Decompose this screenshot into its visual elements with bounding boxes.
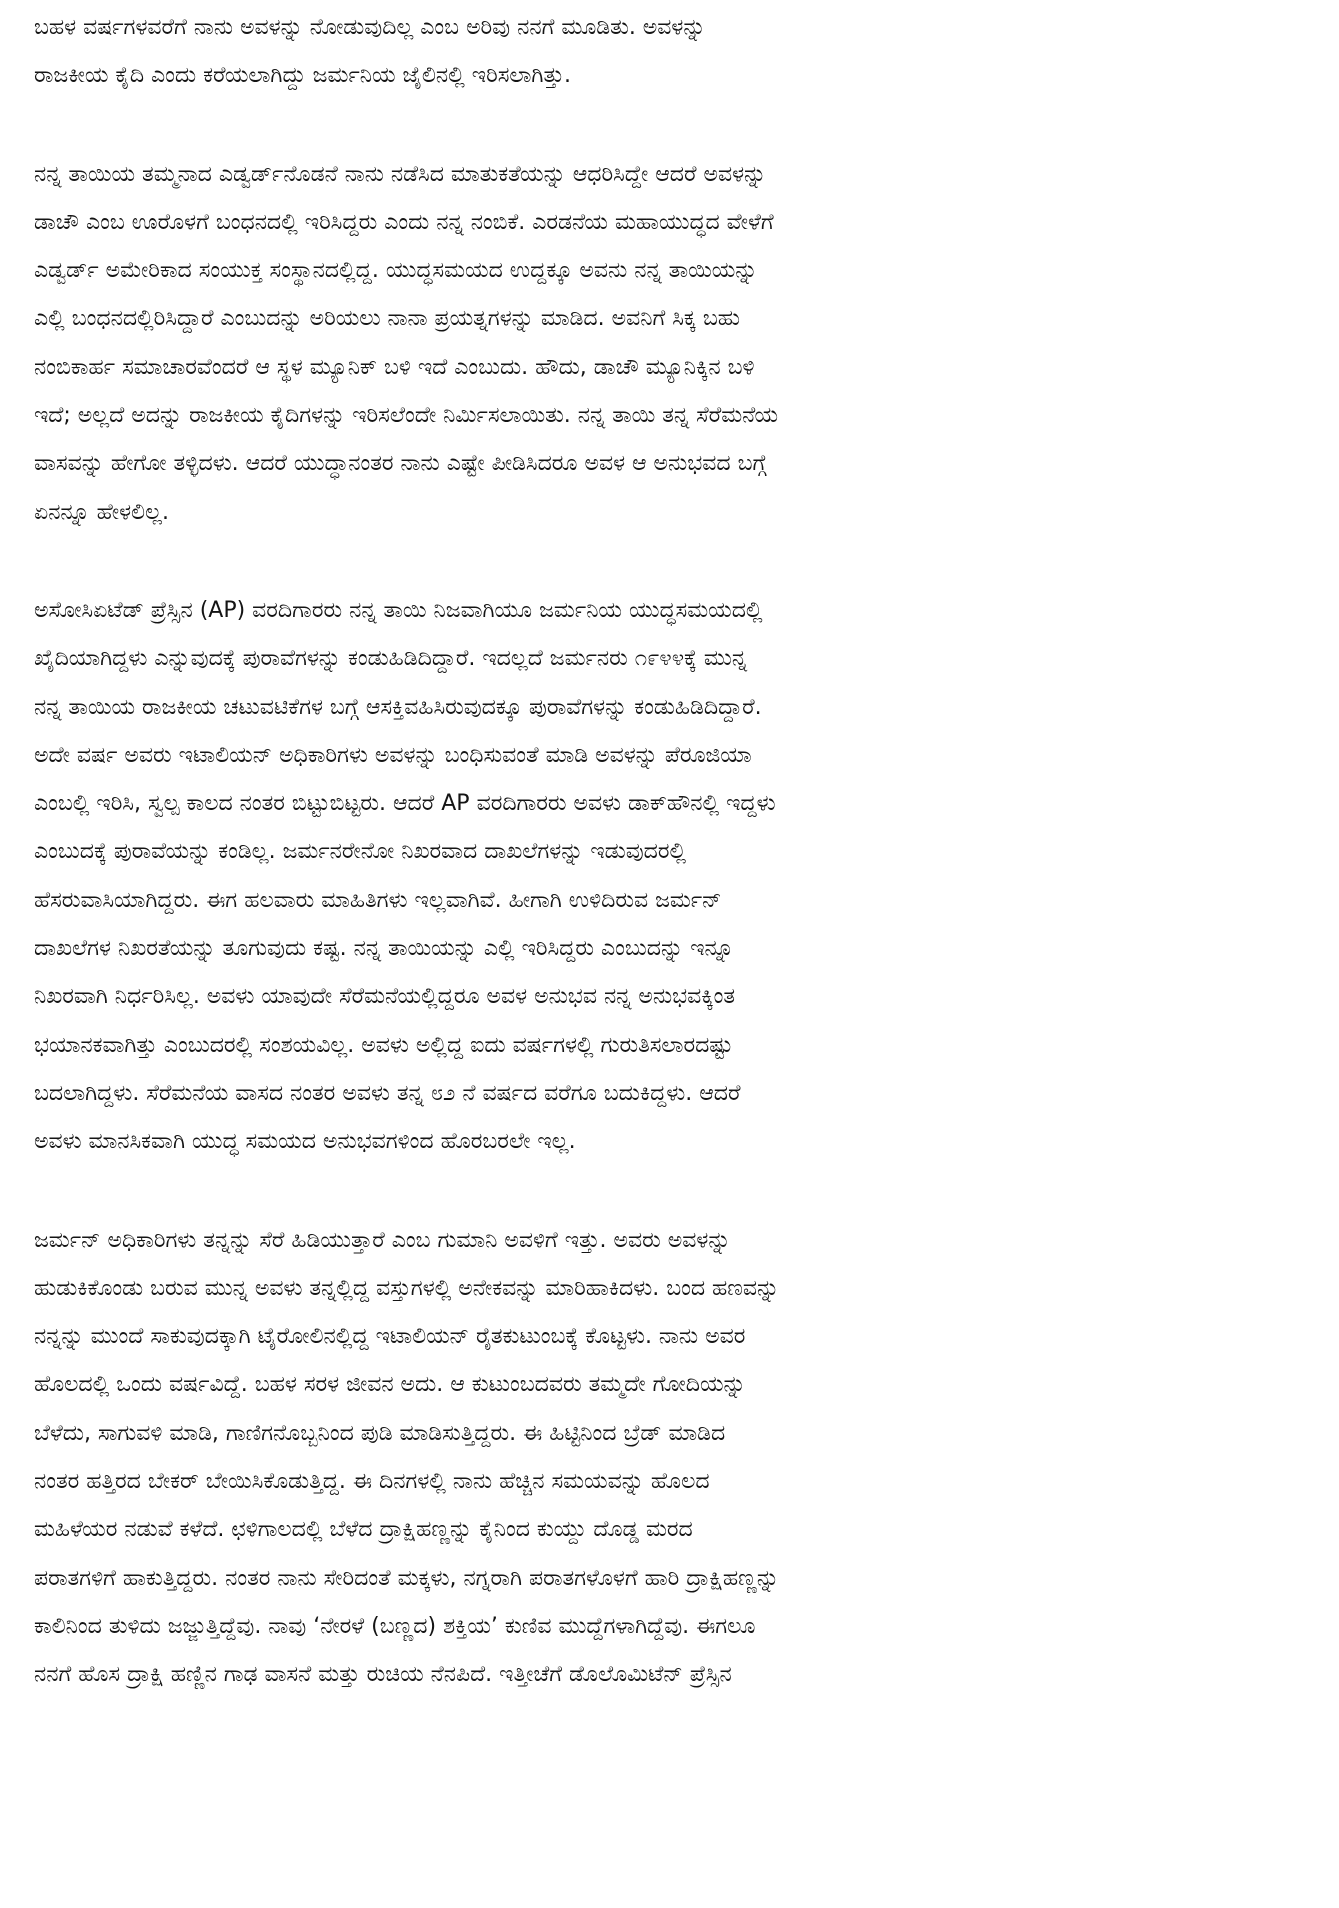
text-line: ಏನನ್ನೂ ಹೇಳಲಿಲ್ಲ. [34,499,169,525]
text-line: ಖೈದಿಯಾಗಿದ್ದಳು ಎನ್ನುವುದಕ್ಕೆ ಪುರಾವೆಗಳನ್ನು ಕಂಡುಹಿಡಿದಿದ್ದಾರೆ. ಇದಲ್ಲದೆ ಜರ್ಮನರು ೧೯೪೪ಕ್ಕೆ ಮುನ್ನ [34,646,748,672]
text-line: ಬೆಳೆದು, ಸಾಗುವಳಿ ಮಾಡಿ, ಗಾಣಿಗನೊಬ್ಬನಿಂದ ಪುಡಿ ಮಾಡಿಸುತ್ತಿದ್ದರು. ಈ ಹಿಟ್ಟಿನಿಂದ ಬ್ರೆಡ್ ಮಾಡಿದ [34,1420,726,1446]
text-line: ವಾಸವನ್ನು ಹೇಗೋ ತಳ್ಳಿದಳು. ಆದರೆ ಯುದ್ಧಾನಂತರ ನಾನು ಎಷ್ಟೇ ಪೀಡಿಸಿದರೂ ಅವಳ ಆ ಅನುಭವದ ಬಗ್ಗೆ [34,451,767,477]
text-line: ರಾಜಕೀಯ ಕೈದಿ ಎಂದು ಕರೆಯಲಾಗಿದ್ದು ಜರ್ಮನಿಯ ಜೈಲಿನಲ್ಲಿ ಇರಿಸಲಾಗಿತ್ತು. [34,63,571,89]
text-line: ಎಡ್ವರ್ಡ್ ಅಮೇರಿಕಾದ ಸಂಯುಕ್ತ ಸಂಸ್ಥಾನದಲ್ಲಿದ್ದ. ಯುದ್ಧಸಮಯದ ಉದ್ದಕ್ಕೂ ಅವನು ನನ್ನ ತಾಯಿಯನ್ನು [34,258,758,284]
text-line: ಅದೇ ವರ್ಷ ಅವರು ಇಟಾಲಿಯನ್ ಅಧಿಕಾರಿಗಳು ಅವಳನ್ನು ಬಂಧಿಸುವಂತೆ ಮಾಡಿ ಅವಳನ್ನು ಪೆರೂಜಿಯಾ [34,742,752,768]
text-line: ಹೊಲದಲ್ಲಿ ಒಂದು ವರ್ಷವಿದ್ದೆ. ಬಹಳ ಸರಳ ಜೀವನ ಅದು. ಆ ಕುಟುಂಬದವರು ತಮ್ಮದೇ ಗೋದಿಯನ್ನು [34,1372,746,1398]
text-line: ಭಯಾನಕವಾಗಿತ್ತು ಎಂಬುದರಲ್ಲಿ ಸಂಶಯವಿಲ್ಲ. ಅವಳು ಅಲ್ಲಿದ್ದ ಐದು ವರ್ಷಗಳಲ್ಲಿ ಗುರುತಿಸಲಾರದಷ್ಟು [34,1032,733,1058]
text-line: ನನ್ನ ತಾಯಿಯ ತಮ್ಮನಾದ ಎಡ್ವರ್ಡ್‌ನೊಡನೆ ನಾನು ನಡೆಸಿದ ಮಾತುಕತೆಯನ್ನು ಆಧರಿಸಿದ್ದೇ ಆದರೆ ಅವಳನ್ನು [34,161,767,187]
paragraph-4 [34,1217,1299,1700]
text-line: ಅವಳು ಮಾನಸಿಕವಾಗಿ ಯುದ್ಧ ಸಮಯದ ಅನುಭವಗಳಿಂದ ಹೊರಬರಲೇ ಇಲ್ಲ. [34,1129,576,1155]
text-line: ನನ್ನ ತಾಯಿಯ ರಾಜಕೀಯ ಚಟುವಟಿಕೆಗಳ ಬಗ್ಗೆ ಆಸಕ್ತಿವಹಿಸಿರುವುದಕ್ಕೂ ಪುರಾವೆಗಳನ್ನು ಕಂಡುಹಿಡಿದಿದ್ದಾರೆ. [34,694,762,720]
text-line: ಅಸೋಸಿಏಟೆಡ್ ಪ್ರೆಸ್ಸಿನ (AP) ವರದಿಗಾರರು ನನ್ನ ತಾಯಿ ನಿಜವಾಗಿಯೂ ಜರ್ಮನಿಯ ಯುದ್ಧಸಮಯದಲ್ಲಿ [34,597,763,623]
text-line: ಕಾಲಿನಿಂದ ತುಳಿದು ಜಜ್ಜುತ್ತಿದ್ದೆವು. ನಾವು ‘ನೇರಳೆ (ಬಣ್ಣದ) ಶಕ್ತಿಯ’ ಕುಣಿವ ಮುದ್ದೆಗಳಾಗಿದ್ದೆವು. ಈಗಲೂ [34,1613,756,1639]
text-line: ಹುಡುಕಿಕೊಂಡು ಬರುವ ಮುನ್ನ ಅವಳು ತನ್ನಲ್ಲಿದ್ದ ವಸ್ತುಗಳಲ್ಲಿ ಅನೇಕವನ್ನು ಮಾರಿಹಾಕಿದಳು. ಬಂದ ಹಣವನ್ನು [34,1275,780,1301]
text-line: ಬಹಳ ವರ್ಷಗಳವರೆಗೆ ನಾನು ಅವಳನ್ನು ನೋಡುವುದಿಲ್ಲ ಎಂಬ ಅರಿವು ನನಗೆ ಮೂಡಿತು. ಅವಳನ್ನು [34,15,706,40]
text-line: ಎಂಬುದಕ್ಕೆ ಪುರಾವೆಯನ್ನು ಕಂಡಿಲ್ಲ. ಜರ್ಮನರೇನೋ ನಿಖರವಾದ ದಾಖಲೆಗಳನ್ನು ಇಡುವುದರಲ್ಲಿ [34,839,687,865]
paragraph-gap [34,537,1299,587]
text-line: ದಾಖಲೆಗಳ ನಿಖರತೆಯನ್ನು ತೂಗುವುದು ಕಷ್ಟ. ನನ್ನ ತಾಯಿಯನ್ನು ಎಲ್ಲಿ ಇರಿಸಿದ್ದರು ಎಂಬುದನ್ನು ಇನ್ನೂ [34,936,734,962]
paragraph-3 [34,587,1299,1167]
text-line: ಇದೆ; ಅಲ್ಲದೆ ಅದನ್ನು ರಾಜಕೀಯ ಕೈದಿಗಳನ್ನು ಇರಿಸಲೆಂದೇ ನಿರ್ಮಿಸಲಾಯಿತು. ನನ್ನ ತಾಯಿ ತನ್ನ ಸೆರೆಮನೆಯ [34,403,779,429]
paragraph-gap [34,101,1299,151]
paragraph-2 [34,151,1299,537]
text-line: ನಂಬಿಕಾರ್ಹ ಸಮಾಚಾರವೆಂದರೆ ಆ ಸ್ಥಳ ಮ್ಯೂನಿಕ್ ಬಳಿ ಇದೆ ಎಂಬುದು. ಹೌದು, ಡಾಚೌ ಮ್ಯೂನಿಕ್ಕಿನ ಬಳಿ [34,354,755,380]
text-line: ಹೆಸರುವಾಸಿಯಾಗಿದ್ದರು. ಈಗ ಹಲವಾರು ಮಾಹಿತಿಗಳು ಇಲ್ಲವಾಗಿವೆ. ಹೀಗಾಗಿ ಉಳಿದಿರುವ ಜರ್ಮನ್ [34,887,722,913]
text-line: ಜರ್ಮನ್ ಅಧಿಕಾರಿಗಳು ತನ್ನನ್ನು ಸೆರೆ ಹಿಡಿಯುತ್ತಾರೆ ಎಂಬ ಗುಮಾನಿ ಅವಳಿಗೆ ಇತ್ತು. ಅವರು ಅವಳನ್ನು [34,1227,731,1253]
text-line: ಎಂಬಲ್ಲಿ ಇರಿಸಿ, ಸ್ವಲ್ಪ ಕಾಲದ ನಂತರ ಬಿಟ್ಟುಬಿಟ್ಟರು. ಆದರೆ AP ವರದಿಗಾರರು ಅವಳು ಡಾಕ್‌ಹೌನಲ್ಲಿ ಇದ್ದಳು [34,791,776,817]
text-line: ನನಗೆ ಹೊಸ ದ್ರಾಕ್ಷಿ ಹಣ್ಣಿನ ಗಾಢ ವಾಸನೆ ಮತ್ತು ರುಚಿಯ ನೆನಪಿದೆ. ಇತ್ತೀಚೆಗೆ ಡೊಲೊಮಿಟೆನ್ ಪ್ರೆಸ್ಸಿನ [34,1662,732,1688]
text-line: ನನ್ನನ್ನು ಮುಂದೆ ಸಾಕುವುದಕ್ಕಾಗಿ ಟೈರೋಲಿನಲ್ಲಿದ್ದ ಇಟಾಲಿಯನ್ ರೈತಕುಟುಂಬಕ್ಕೆ ಕೊಟ್ಟಳು. ನಾನು ಅವರ [34,1324,746,1350]
text-line: ಡಾಚೌ ಎಂಬ ಊರೊಳಗೆ ಬಂಧನದಲ್ಲಿ ಇರಿಸಿದ್ದರು ಎಂದು ನನ್ನ ನಂಬಿಕೆ. ಎರಡನೆಯ ಮಹಾಯುದ್ಧದ ವೇಳೆಗೆ [34,209,774,235]
text-line: ನಿಖರವಾಗಿ ನಿರ್ಧರಿಸಿಲ್ಲ. ಅವಳು ಯಾವುದೇ ಸೆರೆಮನೆಯಲ್ಲಿದ್ದರೂ ಅವಳ ಅನುಭವ ನನ್ನ ಅನುಭವಕ್ಕಿಂತ [34,984,736,1010]
paragraph-gap [34,1167,1299,1217]
text-line: ಮಹಿಳೆಯರ ನಡುವೆ ಕಳೆದೆ. ಛಳಿಗಾಲದಲ್ಲಿ ಬೆಳೆದ ದ್ರಾಕ್ಷಿಹಣ್ಣನ್ನು ಕೈನಿಂದ ಕುಯ್ದು ದೊಡ್ಡ ಮರದ [34,1517,693,1543]
text-line: ಬದಲಾಗಿದ್ದಳು. ಸೆರೆಮನೆಯ ವಾಸದ ನಂತರ ಅವಳು ತನ್ನ ೮೨ ನೆ ವರ್ಷದ ವರೆಗೂ ಬದುಕಿದ್ದಳು. ಆದರೆ [34,1080,741,1106]
paragraph-1 [34,4,1299,101]
text-line: ನಂತರ ಹತ್ತಿರದ ಬೇಕರ್ ಬೇಯಿಸಿಕೊಡುತ್ತಿದ್ದ. ಈ ದಿನಗಳಲ್ಲಿ ನಾನು ಹೆಚ್ಚಿನ ಸಮಯವನ್ನು ಹೊಲದ [34,1469,710,1495]
text-line: ಎಲ್ಲಿ ಬಂಧನದಲ್ಲಿರಿಸಿದ್ದಾರೆ ಎಂಬುದನ್ನು ಅರಿಯಲು ನಾನಾ ಪ್ರಯತ್ನಗಳನ್ನು ಮಾಡಿದ. ಅವನಿಗೆ ಸಿಕ್ಕ ಬಹು [34,306,741,332]
text-line: ಪರಾತಗಳಿಗೆ ಹಾಕುತ್ತಿದ್ದರು. ನಂತರ ನಾನು ಸೇರಿದಂತೆ ಮಕ್ಕಳು, ನಗ್ನರಾಗಿ ಪರಾತಗಳೊಳಗೆ ಹಾರಿ ದ್ರಾಕ್ಷಿಹಣ್ಣನ್ನು [34,1565,780,1591]
